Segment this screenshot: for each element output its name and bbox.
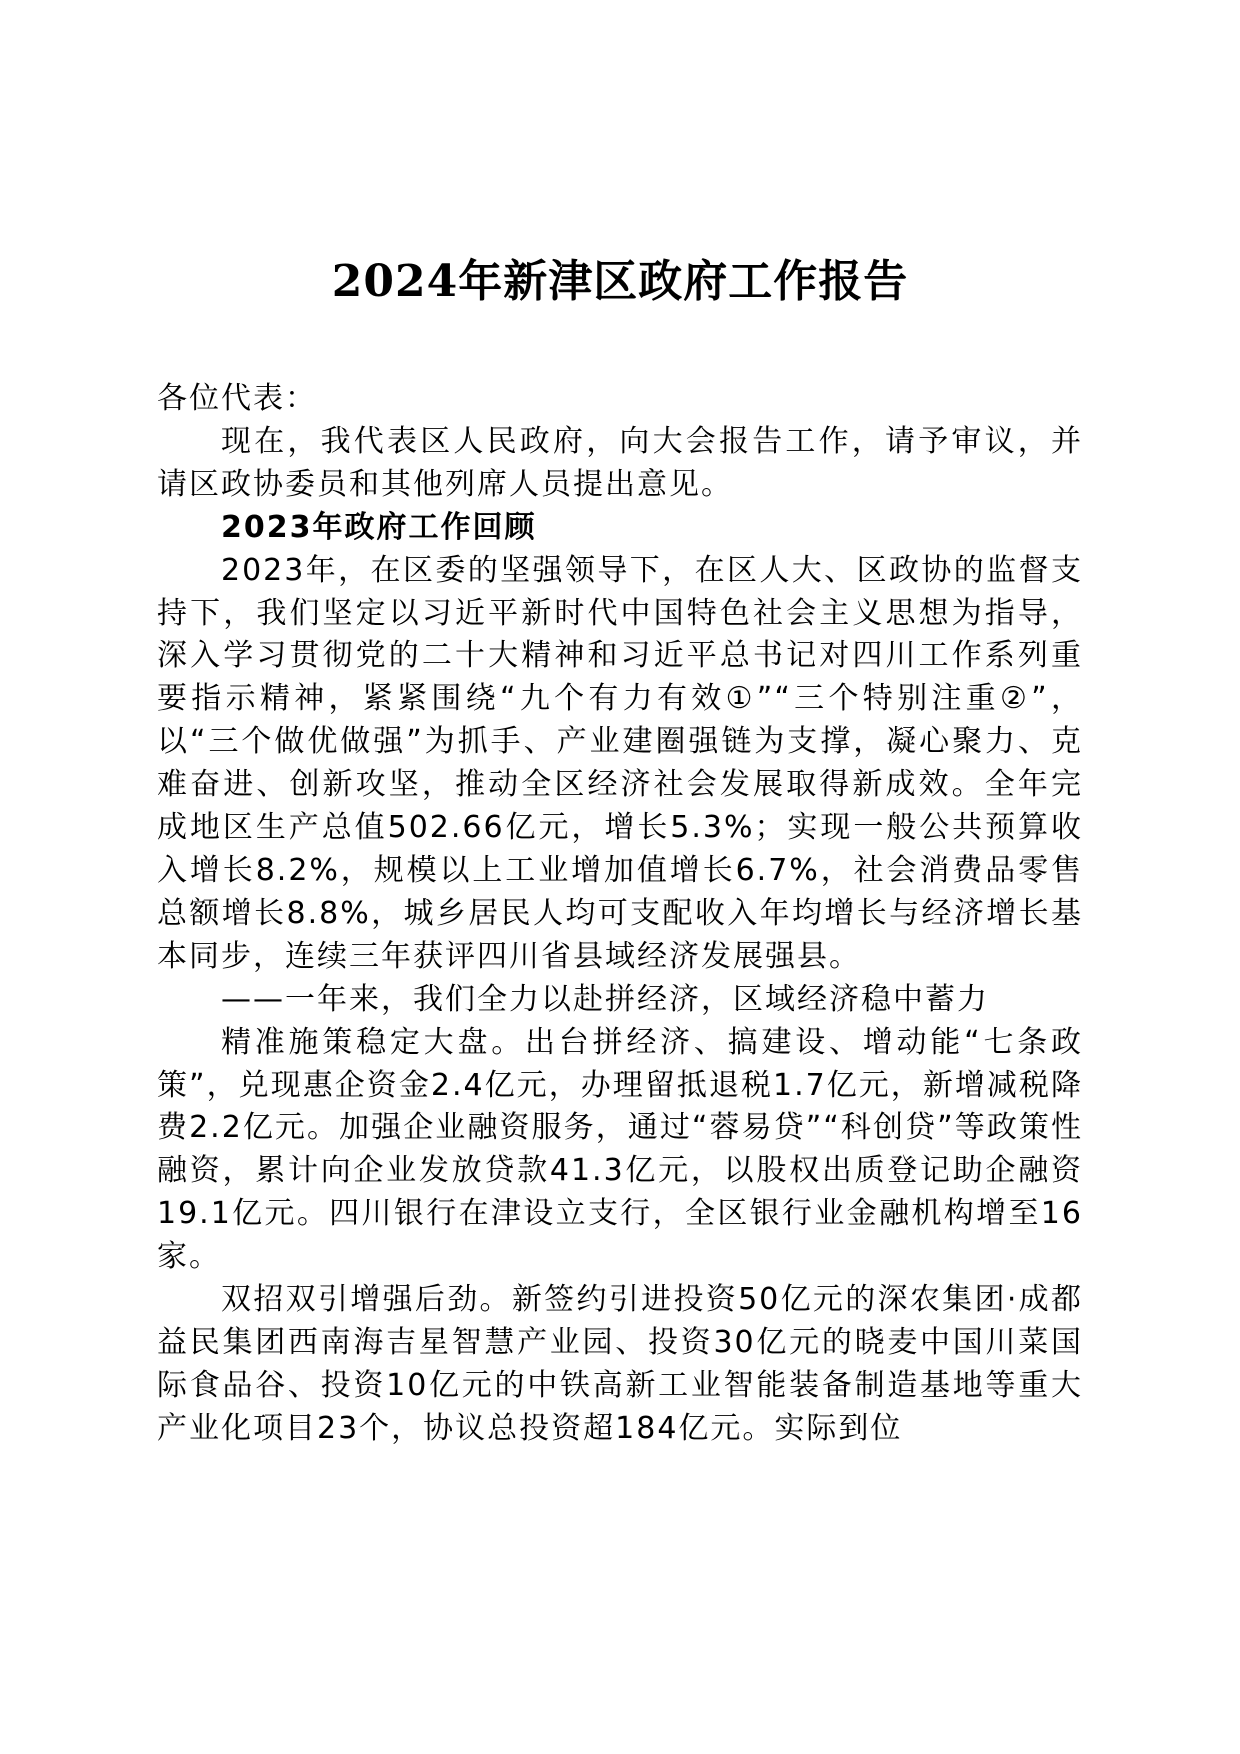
document-title: 2024年新津区政府工作报告 xyxy=(331,256,909,307)
subsection-heading: ——一年来，我们全力以赴拼经济，区域经济稳中蓄力 xyxy=(221,981,989,1017)
paragraph-review: 2023年，在区委的坚强领导下，在区人大、区政协的监督支持下，我们坚定以习近平新时代中国特色社会主义思想为指导，深入学习贯彻党的二十大精神和习近平总书记对四川工作系列重要指示精神，紧紧围绕“九个有力有效①”“三个特别注重②”，以“三个做优做强”为抓手、产业建圈强链为支撑，凝心聚力、克难奋进、创新攻坚，推动全区经济社会发展取得新成效。全年完成地区生产总值502.66亿元，增长5.3%；实现一般公共预算收入增长8.2%，规模以上工业增加值增长6.7%，社会消费品零售总额增长8.8%，城乡居民人均可支配收入年均增长与经济增长基本同步，连续三年获评四川省县域经济发展强县。 xyxy=(157,552,1083,974)
salutation: 各位代表： xyxy=(157,381,317,416)
paragraph-policy: 精准施策稳定大盘。出台拼经济、搞建设、增动能“七条政策”，兑现惠企资金2.4亿元，办理留抵退税1.7亿元，新增减税降费2.2亿元。加强企业融资服务，通过“蓉易贷”“科创贷”等政策性融资，累计向企业发放贷款41.3亿元，以股权出质登记助企融资19.1亿元。四川银行在津设立支行，全区银行业金融机构增至16家。 xyxy=(157,1024,1083,1275)
section-heading: 2023年政府工作回顾 xyxy=(221,509,537,545)
paragraph-investment: 双招双引增强后劲。新签约引进投资50亿元的深农集团·成都益民集团西南海吉星智慧产业园、投资30亿元的晓麦中国川菜国际食品谷、投资10亿元的中铁高新工业智能装备制造基地等重大产业化项目23个，协议总投资超184亿元。实际到位 xyxy=(157,1282,1083,1446)
paragraph-intro: 现在，我代表区人民政府，向大会报告工作，请予审议，并请区政协委员和其他列席人员提出意见。 xyxy=(157,423,1083,502)
document-body xyxy=(157,378,1083,1451)
